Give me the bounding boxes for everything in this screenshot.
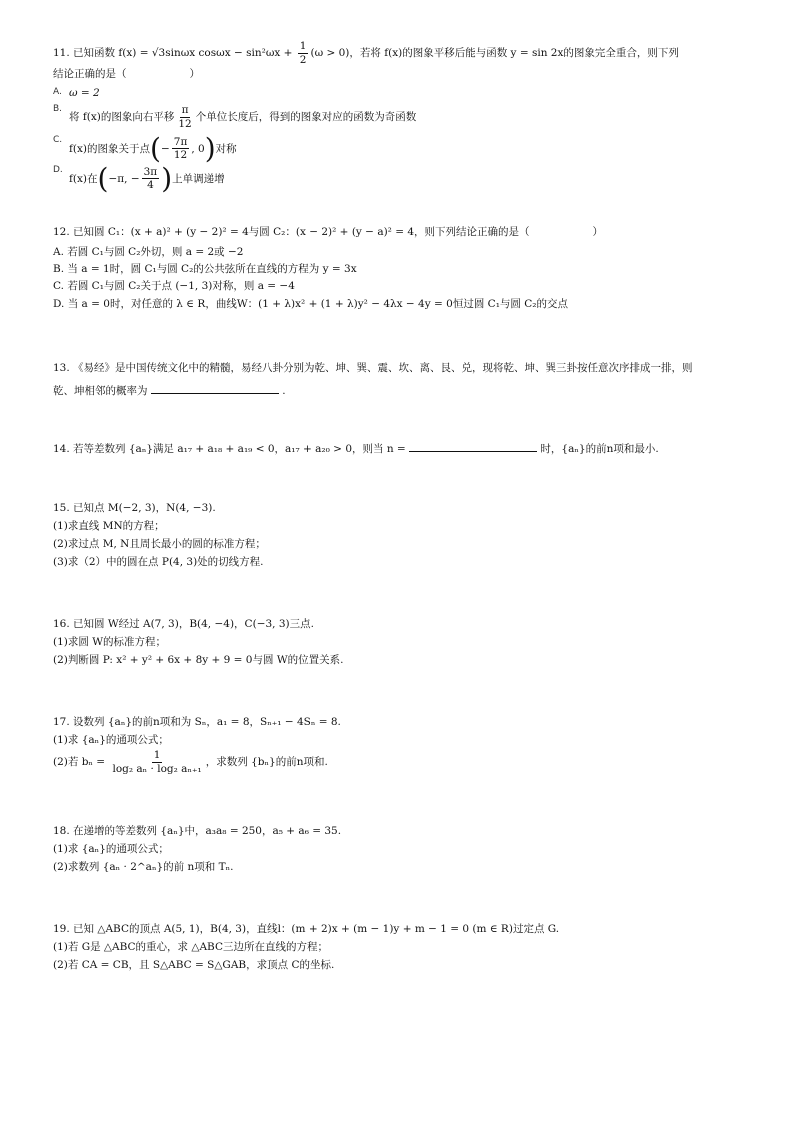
q11-c-fraction: $\frac{7\pi}{12}$ [173,135,188,162]
q11-option-b: B.将 f(x)的图象向右平移 $\frac{\pi}{12}$ 个单位长度后，得到的图象对应的函数为奇函数 [53,104,417,131]
q15-part-2: (2)求过点 M, N且周长最小的圆的标准方程； [53,538,266,551]
q17-fraction: $\frac{1}{\text{log₂ aₙ · log₂ aₙ₊₁}}$ [112,749,202,775]
q12-option-c: C. 若圆 C₁与圆 C₂关于点 (−1, 3)对称，则 a = −4 [53,280,295,293]
q15-part-1: (1)求直线 MN的方程； [53,520,165,533]
q18-stem: 18. 在递增的等差数列 {aₙ}中，a₃a₈ = 250，a₅ + a₆ = 35. [53,825,342,837]
q17-stem: 17. 设数列 {aₙ}的前n项和为 Sₙ，a₁ = 8，Sₙ₊₁ − 4Sₙ = 8. [53,716,341,728]
q13-answer-blank[interactable] [151,383,279,394]
q13-line-1: 13. 《易经》是中国传统文化中的精髓，易经八卦分别为乾、坤、巽、震、坎、离、艮、兑，现将乾、坤、巽三卦按任意次序排成一排，则 [53,362,693,374]
question-12 [53,226,754,311]
q19-stem: 19. 已知 △ABC的顶点 A(5, 1)，B(4, 3)，直线l：(m + 2)x + (m − 1)y + m − 1 = 0 (m ∈ R)过定点 G. [53,923,560,935]
q17-part-1: (1)求 {aₙ}的通项公式； [53,734,169,747]
q18-part-1: (1)求 {aₙ}的通项公式； [53,843,169,856]
q12-option-b: B. 当 a = 1时，圆 C₁与圆 C₂的公共弦所在直线的方程为 y = 3x [53,263,357,276]
q11-option-d: D.f(x)在(−π, − $\frac{3\pi}{4}$ )上单调递增 [53,161,225,195]
q12-stem: 12. 已知圆 C₁：(x + a)² + (y − 2)² = 4与圆 C₂：(x − 2)² + (y − a)² = 4，则下列结论正确的是（ ） [53,226,604,238]
question-11 [53,40,754,193]
question-13 [53,362,754,398]
q12-option-d: D. 当 a = 0时，对任意的 λ ∈ R，曲线W：(1 + λ)x² + (1 + λ)y² − 4λx − 4y = 0恒过圆 C₁与圆 C₂的交点 [53,297,568,310]
q11-option-a: A. ω = 2 [53,87,100,100]
q15-part-3: (3)求（2）中的圆在点 P(4, 3)处的切线方程. [53,556,264,569]
q11-b-fraction: $\frac{\pi}{12}$ [178,104,192,131]
q11-stem-line-2: 结论正确的是（ ） [53,68,200,81]
question-14 [53,441,754,456]
q19-part-2: (2)若 CA = CB，且 S△ABC = S△GAB，求顶点 C的坐标. [53,959,335,972]
question-18 [53,825,754,874]
q17-part-2: (2)若 bₙ = $\frac{1}{\text{log₂ aₙ · log₂ aₙ₊₁}}$ ，求数列 {bₙ}的前n项和. [53,749,328,775]
q16-part-1: (1)求圆 W的标准方程； [53,636,167,649]
question-16 [53,618,754,667]
q18-part-2: (2)求数列 {aₙ · 2^aₙ}的前 n项和 Tₙ. [53,861,234,874]
q11-stem-line-1: 11. 已知函数 f(x) = √3sinωx cosωx − sin²ωx + $\frac{1}{2}$ (ω > 0)，若将 f(x)的图象平移后能与函数 y = sin 2x的图象完全重合，则下列 [53,40,679,66]
question-17 [53,716,754,775]
question-19 [53,923,754,972]
q14-answer-blank[interactable] [409,441,537,452]
q12-option-a: A. 若圆 C₁与圆 C₂外切，则 a = 2或 −2 [53,246,244,259]
q11-option-c: C.f(x)的图象关于点(− $\frac{7\pi}{12}$ , 0)对称 [53,131,237,165]
q14-line: 14. 若等差数列 {aₙ}满足 a₁₇ + a₁₈ + a₁₉ < 0，a₁₇ + a₂₀ > 0，则当 n = 时，{aₙ}的前n项和最小. [53,443,659,455]
q11-stem-fraction: $\frac{1}{2}$ [299,40,307,66]
question-15 [53,502,754,570]
q16-stem: 16. 已知圆 W经过 A(7, 3)，B(4, −4)，C(−3, 3)三点. [53,618,314,630]
q19-part-1: (1)若 G是 △ABC的重心，求 △ABC三边所在直线的方程； [53,941,328,954]
q13-line-2: 乾、坤相邻的概率为 . [53,385,286,398]
q15-stem: 15. 已知点 M(−2, 3)，N(4, −3). [53,502,216,514]
q16-part-2: (2)判断圆 P: x² + y² + 6x + 8y + 9 = 0与圆 W的位置关系. [53,654,344,667]
q11-d-fraction: $\frac{3\pi}{4}$ [143,165,158,192]
